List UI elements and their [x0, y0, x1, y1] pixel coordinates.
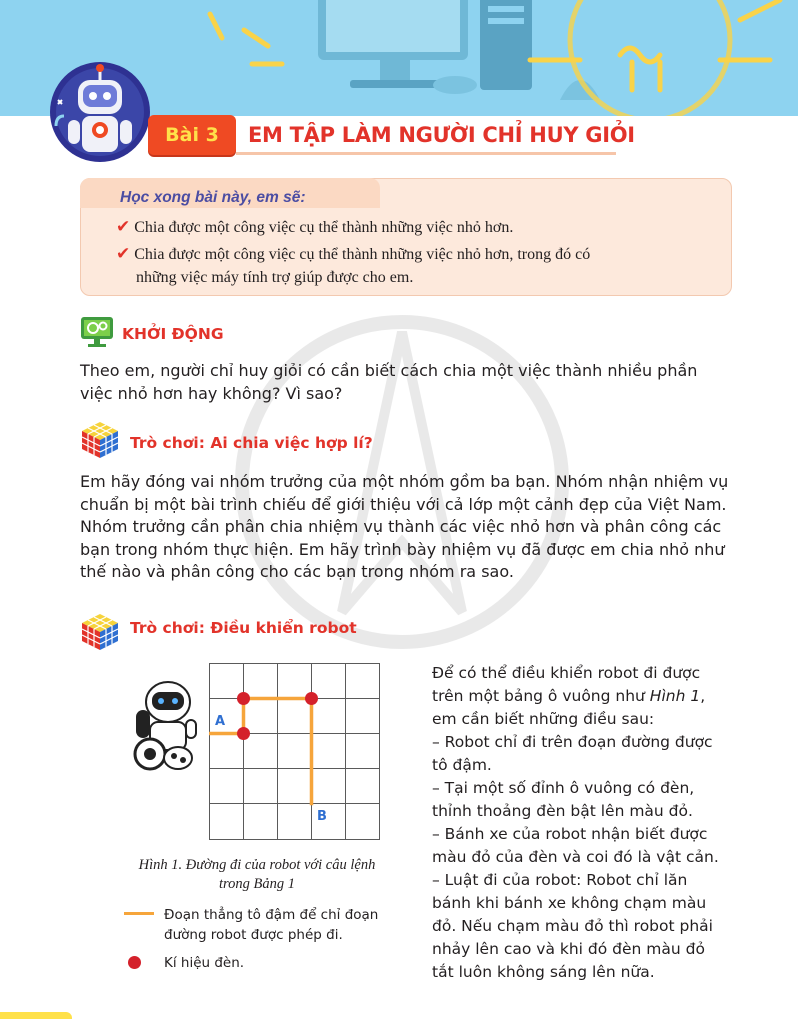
warmup-paragraph	[80, 360, 732, 405]
game2-title: Trò chơi: Điều khiển robot	[130, 619, 357, 637]
text-line: chuẩn bị một bài trình chiếu để giới thiệu với cả lớp một cảnh đẹp của Việt Nam.	[80, 494, 727, 514]
text-line: Để có thể điều khiển robot đi được	[432, 664, 701, 682]
caption-line: trong Bảng 1	[219, 876, 295, 892]
point-a-label: A	[215, 714, 226, 729]
text-line: đỏ. Nếu chạm màu đỏ thì robot phải	[432, 917, 713, 935]
lamp-dot	[305, 692, 318, 705]
text-line: Nhóm trưởng cần phân chia nhiệm vụ thành các việc nhỏ hơn và phân công các	[80, 517, 722, 536]
text-line: thế nào và phân công cho các bạn trong nhóm ra sao.	[80, 562, 514, 581]
caption-line: Hình 1. Đường đi của robot với câu lệnh	[138, 857, 376, 873]
legend-lamp-text: Kí hiệu đèn.	[164, 955, 245, 971]
robot-rules-text	[432, 662, 734, 984]
game1-paragraph	[80, 471, 732, 584]
point-b-label: B	[317, 809, 327, 824]
lamp-dot	[237, 727, 250, 740]
game1-title: Trò chơi: Ai chia việc hợp lí?	[130, 434, 373, 452]
text-line: – Bánh xe của robot nhận biết được	[432, 825, 708, 843]
robot-mascot-icon	[48, 60, 152, 164]
lamp-dot	[237, 692, 250, 705]
text-line: nhảy lên cao và khi đó đèn màu đỏ	[432, 940, 705, 958]
text-span: trên một bảng ô vuông như	[432, 687, 650, 705]
legend-lamp-dot-icon	[128, 956, 141, 969]
objective-item	[116, 216, 513, 239]
text-line: – Luật đi của robot: Robot chỉ lăn	[432, 871, 688, 889]
text-line: thỉnh thoảng đèn bật lên màu đỏ.	[432, 802, 693, 820]
text-line: – Tại một số đỉnh ô vuông có đèn,	[432, 779, 695, 797]
text-line: bánh khi bánh xe không chạm màu	[432, 894, 707, 912]
text-line: Em hãy đóng vai nhóm trưởng của một nhóm gồm ba bạn. Nhóm nhận nhiệm vụ	[80, 472, 729, 491]
objective-text: Chia được một công việc cụ thể thành những việc nhỏ hơn.	[134, 219, 514, 236]
objective-item-continued: những việc máy tính trợ giúp được cho em.	[136, 269, 414, 286]
robot-path-grid	[209, 663, 381, 841]
title-underline	[236, 152, 616, 155]
text-line: em cần biết những điều sau:	[432, 710, 655, 728]
text-span: ,	[700, 687, 706, 705]
rubiks-cube-icon	[80, 420, 120, 460]
warmup-title: KHỞI ĐỘNG	[122, 325, 224, 343]
lesson-title: EM TẬP LÀM NGƯỜI CHỈ HUY GIỎI	[248, 123, 635, 147]
figure-reference: Hình 1	[649, 687, 701, 705]
text-line: – Robot chỉ đi trên đoạn đường được	[432, 733, 713, 751]
text-line: bạn trong nhóm thực hiện. Em hãy trình bày nhiệm vụ đã được em chia nhỏ như	[80, 539, 725, 559]
lesson-number-badge	[148, 115, 236, 155]
text-line: tô đậm.	[432, 756, 492, 774]
lesson-number: Bài 3	[165, 124, 219, 146]
objectives-heading: Học xong bài này, em sẽ:	[120, 189, 306, 206]
rubiks-cube-icon	[80, 612, 120, 652]
text-line	[432, 685, 734, 708]
legend-path-text	[164, 905, 378, 945]
page-corner-strip	[0, 1012, 72, 1019]
check-icon: ✔	[116, 217, 131, 237]
legend-path-swatch	[124, 912, 154, 915]
text-line: màu đỏ của đèn và coi đó là vật cản.	[432, 848, 719, 866]
objective-text: Chia được một công việc cụ thể thành những việc nhỏ hơn, trong đó có	[134, 246, 591, 263]
objective-item	[116, 243, 590, 266]
text-line: Theo em, người chỉ huy giỏi có cần biết cách chia một việc thành nhiều phần	[80, 361, 698, 380]
text-line: việc nhỏ hơn hay không? Vì sao?	[80, 383, 343, 403]
lesson-title-box	[236, 115, 647, 155]
gears-monitor-icon	[80, 316, 114, 348]
figure-caption	[112, 856, 402, 894]
legend-line: Đoạn thẳng tô đậm để chỉ đoạn	[164, 907, 379, 923]
legend-line: đường robot được phép đi.	[164, 927, 343, 943]
check-icon: ✔	[116, 244, 131, 264]
robot-figure-icon	[128, 680, 198, 772]
text-line: tắt luôn không sáng lên nữa.	[432, 963, 655, 981]
